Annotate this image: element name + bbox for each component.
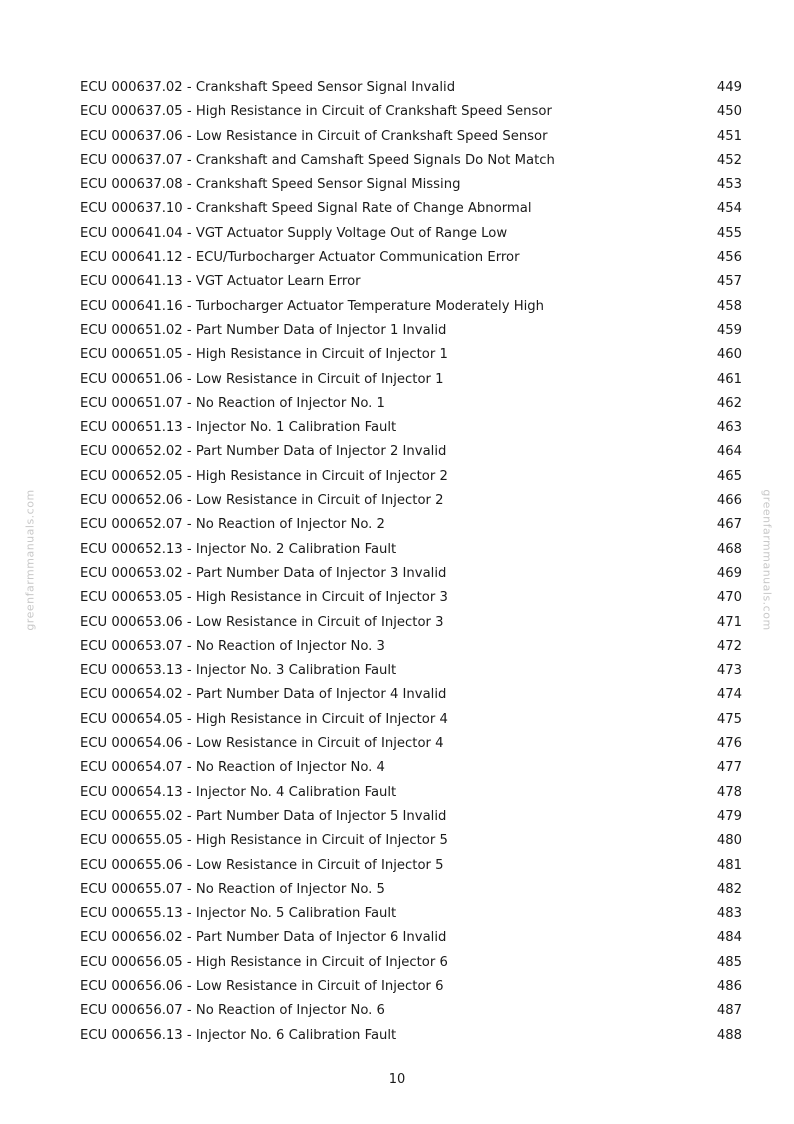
toc-entry-title: ECU 000637.06 - Low Resistance in Circuit of Crankshaft Speed Sensor [80,128,548,144]
toc-entry-title: ECU 000656.06 - Low Resistance in Circuit of Injector 6 [80,978,444,994]
toc-entry[interactable] [80,295,742,319]
toc-entry-page: 485 [716,954,742,970]
toc-entry-title: ECU 000637.10 - Crankshaft Speed Signal Rate of Change Abnormal [80,201,532,217]
toc-entry[interactable] [80,732,742,756]
toc-entry-title: ECU 000654.06 - Low Resistance in Circuit of Injector 4 [80,736,444,752]
toc-entry-page: 486 [716,978,742,994]
toc-entry[interactable] [80,683,742,707]
toc-entry[interactable] [80,392,742,416]
toc-entry-page: 482 [716,881,742,897]
toc-entry-page: 487 [716,1003,742,1019]
toc-entry-title: ECU 000655.05 - High Resistance in Circuit of Injector 5 [80,833,448,849]
toc-entry-title: ECU 000641.04 - VGT Actuator Supply Voltage Out of Range Low [80,225,508,241]
toc-entry-page: 464 [716,444,742,460]
toc-entry[interactable] [80,999,742,1023]
toc-entry[interactable] [80,781,742,805]
toc-entry[interactable] [80,149,742,173]
toc-entry[interactable] [80,319,742,343]
toc-entry-page: 460 [716,347,742,363]
toc-entry-title: ECU 000652.07 - No Reaction of Injector No. 2 [80,517,385,533]
toc-entry-page: 465 [716,468,742,484]
toc-entry[interactable] [80,562,742,586]
toc-entry-title: ECU 000652.05 - High Resistance in Circuit of Injector 2 [80,468,448,484]
toc-entry-title: ECU 000654.07 - No Reaction of Injector No. 4 [80,760,385,776]
toc-entry-page: 450 [716,104,742,120]
toc-entry-title: ECU 000656.02 - Part Number Data of Injector 6 Invalid [80,930,447,946]
toc-entry-title: ECU 000652.06 - Low Resistance in Circuit of Injector 2 [80,493,444,509]
toc-entry-title: ECU 000651.07 - No Reaction of Injector No. 1 [80,395,385,411]
toc-entry-title: ECU 000637.08 - Crankshaft Speed Sensor Signal Missing [80,177,461,193]
toc-entry[interactable] [80,222,742,246]
toc-entry[interactable] [80,246,742,270]
toc-entry-page: 453 [716,177,742,193]
toc-entry[interactable] [80,538,742,562]
toc-entry-page: 475 [716,711,742,727]
watermark-left: greenfarmmanuals.com [23,489,37,631]
toc-entry-title: ECU 000653.06 - Low Resistance in Circuit of Injector 3 [80,614,444,630]
page-number: 10 [388,1072,406,1087]
toc-entry[interactable] [80,270,742,294]
toc-entry-page: 470 [716,590,742,606]
toc-entry[interactable] [80,708,742,732]
toc-entry-title: ECU 000651.02 - Part Number Data of Injector 1 Invalid [80,322,447,338]
toc-entry-title: ECU 000654.02 - Part Number Data of Injector 4 Invalid [80,687,447,703]
toc-entry-title: ECU 000656.07 - No Reaction of Injector No. 6 [80,1003,385,1019]
toc-entry-title: ECU 000655.06 - Low Resistance in Circuit of Injector 5 [80,857,444,873]
toc-entry-page: 455 [716,225,742,241]
toc-entry-title: ECU 000653.05 - High Resistance in Circuit of Injector 3 [80,590,448,606]
toc-entry[interactable] [80,635,742,659]
toc-entry-page: 481 [716,857,742,873]
toc-entry-page: 476 [716,736,742,752]
toc-entry-page: 452 [716,152,742,168]
toc-entry[interactable] [80,173,742,197]
watermark-right: greenfarmmanuals.com [760,489,774,631]
toc-entry-title: ECU 000637.07 - Crankshaft and Camshaft Speed Signals Do Not Match [80,152,555,168]
toc-entry-title: ECU 000652.13 - Injector No. 2 Calibration Fault [80,541,397,557]
toc-entry-title: ECU 000651.05 - High Resistance in Circuit of Injector 1 [80,347,448,363]
toc-entry-title: ECU 000655.02 - Part Number Data of Injector 5 Invalid [80,808,447,824]
toc-entry[interactable] [80,368,742,392]
toc-entry[interactable] [80,926,742,950]
toc-entry-page: 484 [716,930,742,946]
toc-entry-page: 456 [716,250,742,266]
toc-entry-page: 480 [716,833,742,849]
toc-entry[interactable] [80,76,742,100]
toc-entry[interactable] [80,975,742,999]
toc-entry-page: 461 [716,371,742,387]
toc-entry[interactable] [80,100,742,124]
toc-entry-title: ECU 000653.07 - No Reaction of Injector No. 3 [80,638,385,654]
toc-entry-page: 462 [716,395,742,411]
toc-entry[interactable] [80,465,742,489]
toc-entry-page: 467 [716,517,742,533]
toc-entry-title: ECU 000656.13 - Injector No. 6 Calibration Fault [80,1027,397,1043]
toc-entry[interactable] [80,659,742,683]
toc-entry-page: 473 [716,663,742,679]
toc-entry-title: ECU 000641.13 - VGT Actuator Learn Error [80,274,361,290]
toc-entry-page: 458 [716,298,742,314]
toc-entry-page: 477 [716,760,742,776]
toc-entry-title: ECU 000656.05 - High Resistance in Circuit of Injector 6 [80,954,448,970]
toc-entry-page: 471 [716,614,742,630]
toc-entry[interactable] [80,489,742,513]
toc-entry-title: ECU 000654.05 - High Resistance in Circuit of Injector 4 [80,711,448,727]
toc-entry-page: 454 [716,201,742,217]
toc-entry[interactable] [80,829,742,853]
toc-entry-title: ECU 000655.13 - Injector No. 5 Calibration Fault [80,906,397,922]
toc-entry[interactable] [80,854,742,878]
toc-entry-page: 488 [716,1027,742,1043]
toc-entry-title: ECU 000653.13 - Injector No. 3 Calibration Fault [80,663,397,679]
toc-entry-page: 472 [716,638,742,654]
toc-entry[interactable] [80,756,742,780]
toc-entry[interactable] [80,1024,742,1048]
toc-entry-title: ECU 000637.02 - Crankshaft Speed Sensor Signal Invalid [80,80,456,95]
toc-entry[interactable] [80,416,742,440]
toc-entry[interactable] [80,513,742,537]
toc-entry-page: 474 [716,687,742,703]
toc-entry-page: 457 [716,274,742,290]
toc-entry-title: ECU 000655.07 - No Reaction of Injector No. 5 [80,881,385,897]
toc-entry[interactable] [80,125,742,149]
toc-entry-page: 468 [716,541,742,557]
toc-entry-page: 483 [716,906,742,922]
toc-entry-title: ECU 000653.02 - Part Number Data of Injector 3 Invalid [80,565,447,581]
toc-entry-page: 463 [716,420,742,436]
toc-entry-page: 451 [716,128,742,144]
toc-entry-title: ECU 000652.02 - Part Number Data of Injector 2 Invalid [80,444,447,460]
toc-entry-title: ECU 000651.13 - Injector No. 1 Calibration Fault [80,420,397,436]
toc-entry-page: 459 [716,322,742,338]
table-of-contents [80,76,742,1048]
toc-entry-title: ECU 000654.13 - Injector No. 4 Calibration Fault [80,784,397,800]
toc-entry[interactable] [80,611,742,635]
toc-entry-page: 466 [716,493,742,509]
toc-entry[interactable] [80,343,742,367]
toc-entry-title: ECU 000641.16 - Turbocharger Actuator Temperature Moderately High [80,298,545,314]
toc-entry-page: 478 [716,784,742,800]
toc-entry-page: 449 [716,80,742,95]
toc-entry-page: 469 [716,565,742,581]
toc-entry[interactable] [80,902,742,926]
toc-entry[interactable] [80,440,742,464]
toc-entry-title: ECU 000637.05 - High Resistance in Circuit of Crankshaft Speed Sensor [80,104,552,120]
toc-entry[interactable] [80,197,742,221]
toc-entry-title: ECU 000651.06 - Low Resistance in Circuit of Injector 1 [80,371,444,387]
toc-entry[interactable] [80,951,742,975]
toc-entry-page: 479 [716,808,742,824]
toc-entry[interactable] [80,805,742,829]
toc-entry[interactable] [80,878,742,902]
toc-entry-title: ECU 000641.12 - ECU/Turbocharger Actuator Communication Error [80,250,520,266]
toc-entry[interactable] [80,586,742,610]
